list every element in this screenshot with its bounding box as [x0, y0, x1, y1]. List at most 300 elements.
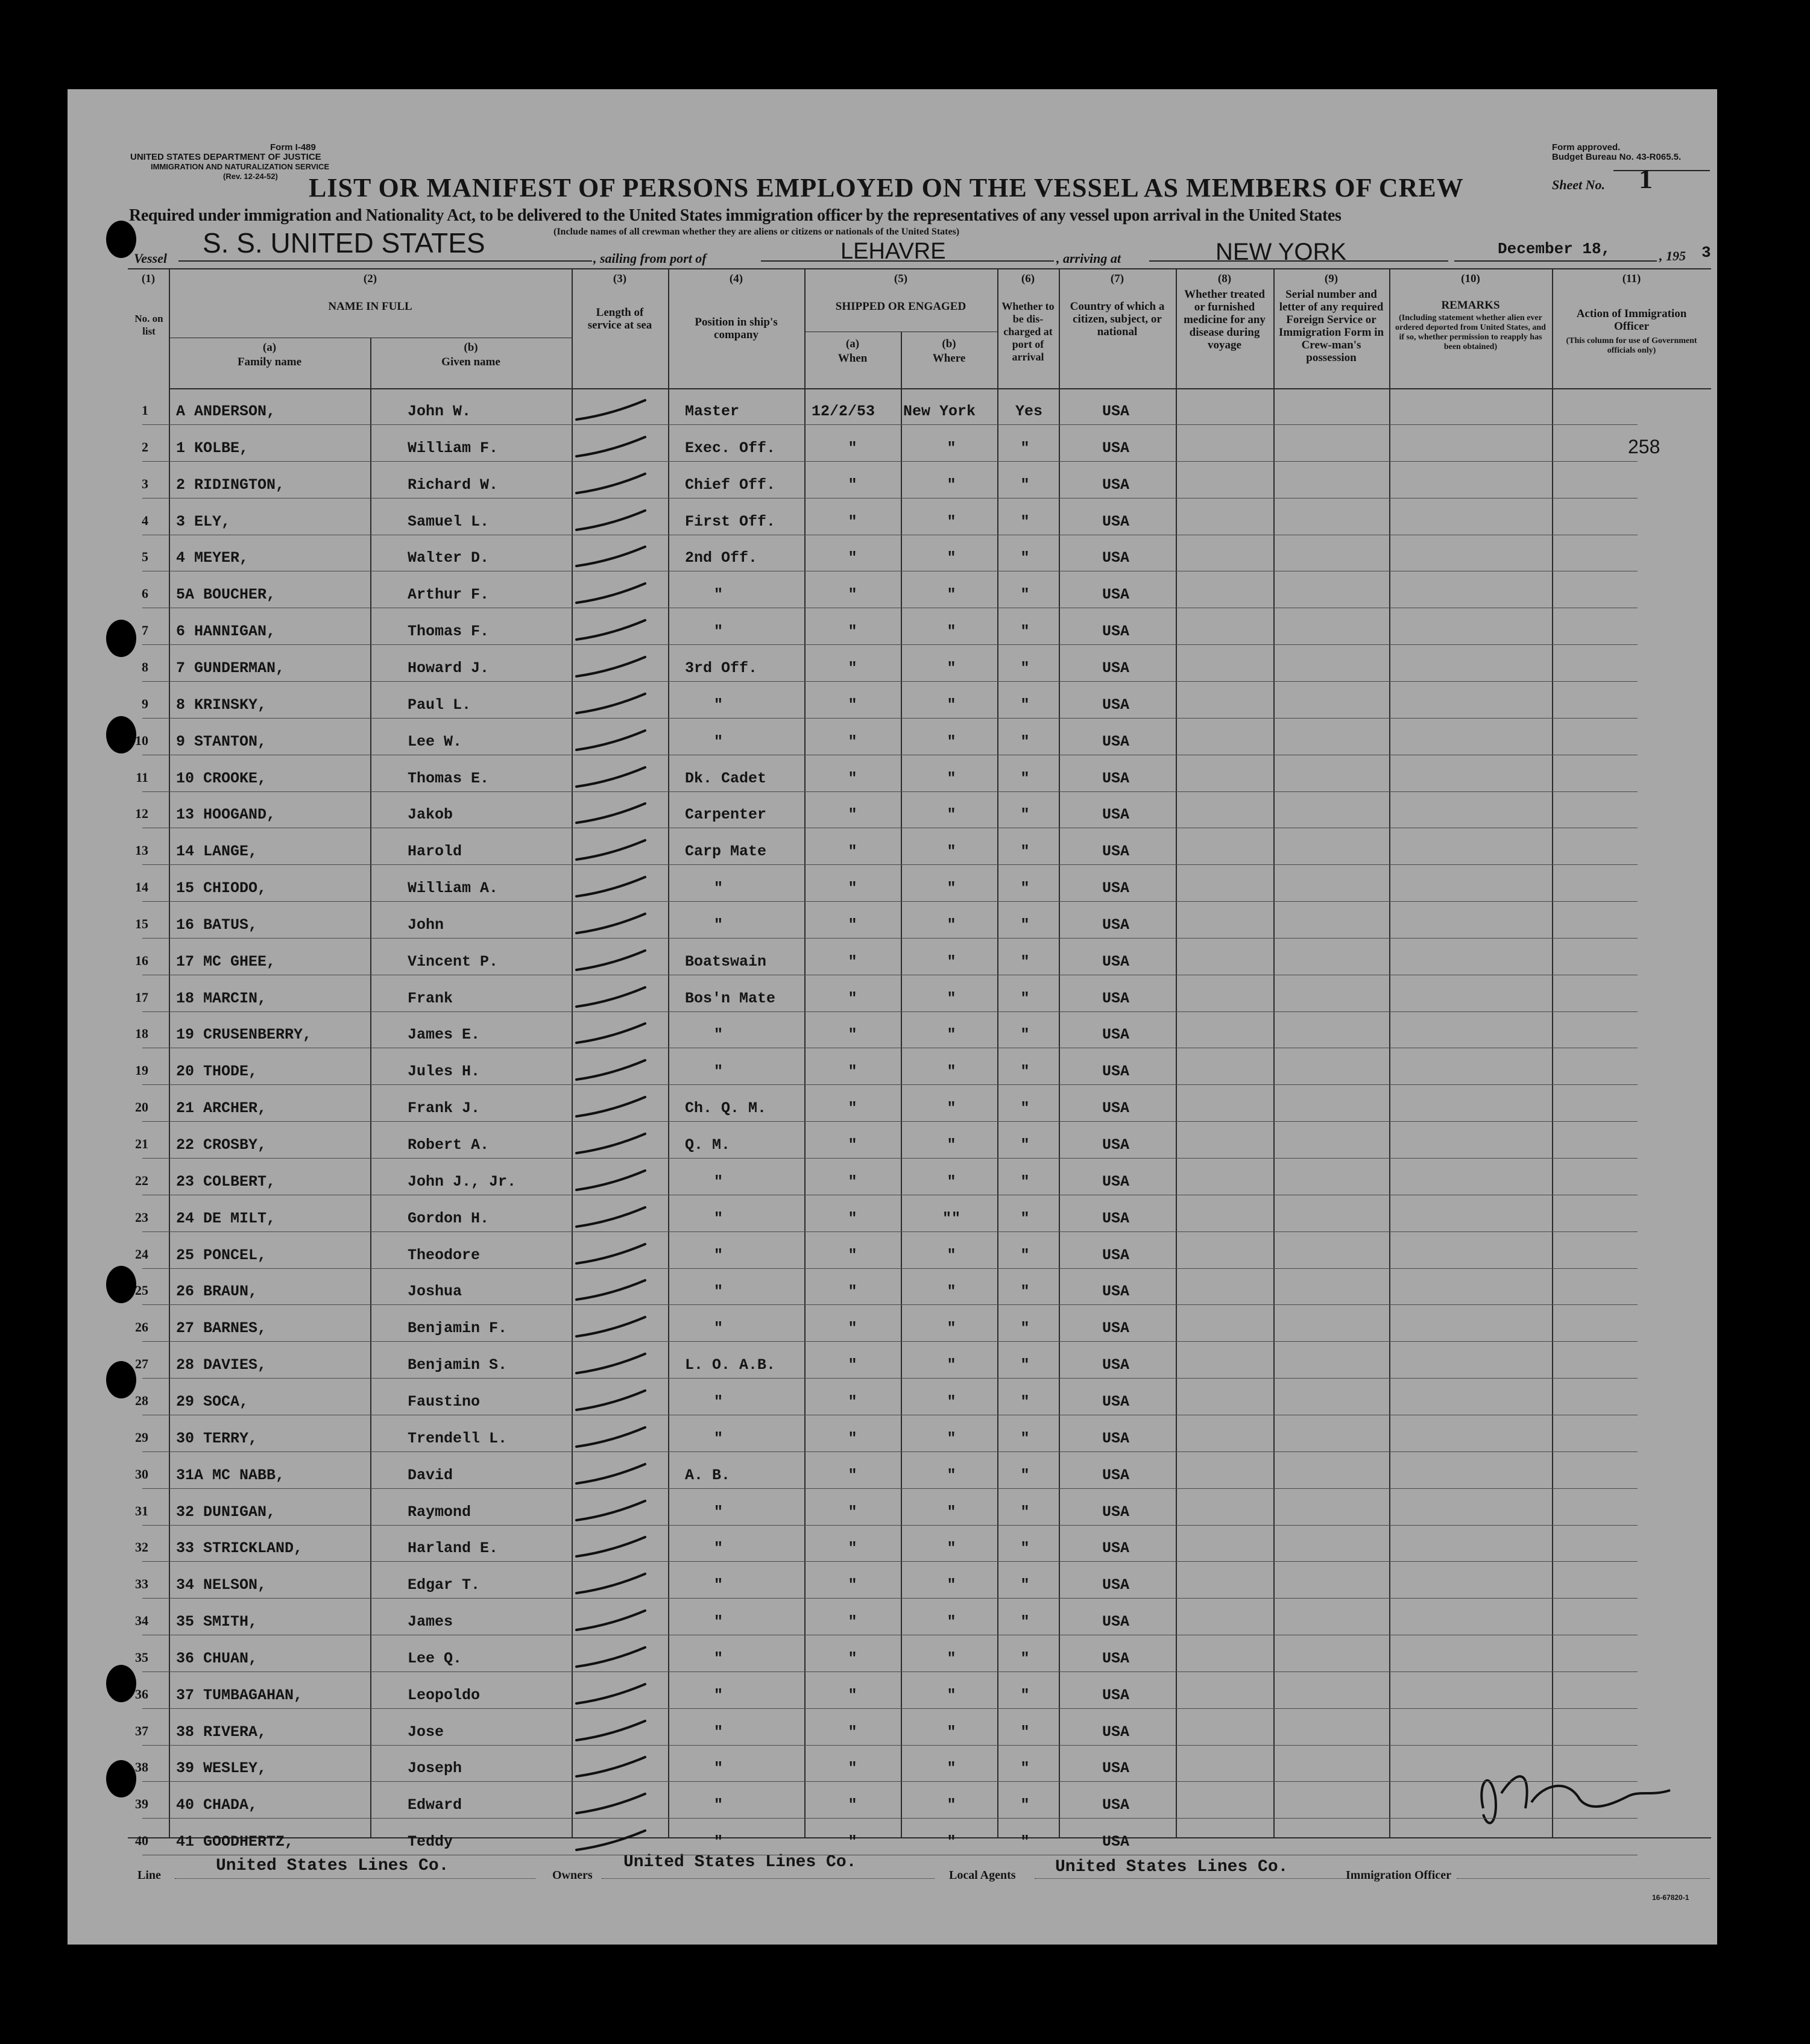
- col-name-in-full: NAME IN FULL: [328, 300, 412, 313]
- service-slash-mark: [576, 987, 645, 1007]
- family-name: 15 CHIODO,: [176, 879, 267, 897]
- row-number: 12: [135, 806, 148, 821]
- shipped-when: ": [848, 1723, 857, 1741]
- position: ": [714, 1723, 724, 1741]
- col-9-number: (9): [1324, 272, 1339, 285]
- row-number: 34: [135, 1613, 148, 1628]
- shipped-where: "": [942, 1210, 960, 1227]
- given-name: Edgar T.: [408, 1576, 481, 1594]
- discharged: ": [1020, 1063, 1030, 1080]
- family-name: 41 GOODHERTZ,: [176, 1833, 294, 1851]
- owners-label: Owners: [552, 1869, 593, 1882]
- shipped-when: ": [848, 990, 857, 1007]
- family-name: 29 SOCA,: [176, 1393, 249, 1410]
- country: USA: [1102, 1283, 1130, 1300]
- shipped-when: ": [848, 1430, 857, 1447]
- shipped-when: ": [848, 1687, 857, 1704]
- position: Q. M.: [685, 1136, 731, 1154]
- discharged: ": [1020, 1319, 1030, 1337]
- family-name: 22 CROSBY,: [176, 1136, 267, 1154]
- shipped-when: ": [848, 1063, 857, 1080]
- row-rule: [142, 1818, 1638, 1819]
- country: USA: [1102, 1210, 1130, 1227]
- shipped-where: ": [947, 1539, 956, 1557]
- position: ": [714, 1576, 724, 1594]
- country: USA: [1102, 1026, 1130, 1043]
- col-5a: (a): [845, 338, 860, 350]
- given-name: James E.: [408, 1026, 481, 1043]
- country: USA: [1102, 1723, 1130, 1741]
- col-5b: (b): [942, 338, 956, 350]
- shipped-when: ": [848, 1833, 857, 1851]
- shipped-where: ": [947, 659, 956, 677]
- row-rule: [142, 681, 1638, 682]
- sailing-label: , sailing from port of: [593, 251, 707, 266]
- given-name: William F.: [408, 439, 499, 457]
- position: ": [714, 1503, 724, 1521]
- shipped-where: ": [947, 1063, 956, 1080]
- discharged: ": [1020, 953, 1030, 970]
- position: Carp Mate: [685, 843, 767, 860]
- family-name: 4 MEYER,: [176, 549, 249, 567]
- position: ": [714, 1393, 724, 1410]
- service-slash-mark: [576, 877, 645, 896]
- country: USA: [1102, 770, 1130, 787]
- position: Dk. Cadet: [685, 770, 767, 787]
- row-rule: [142, 424, 1638, 425]
- position: ": [714, 1319, 724, 1337]
- shipped-where: ": [947, 1356, 956, 1374]
- col-10-number: (10): [1461, 272, 1480, 285]
- country: USA: [1102, 1613, 1130, 1630]
- shipped-when: ": [848, 696, 857, 714]
- position: ": [714, 586, 724, 603]
- shipped-where: ": [947, 1723, 956, 1741]
- country: USA: [1102, 1063, 1130, 1080]
- row-rule: [142, 718, 1638, 719]
- family-name: 34 NELSON,: [176, 1576, 267, 1594]
- service-slash-mark: [576, 1464, 645, 1483]
- given-name: Harold: [408, 843, 462, 860]
- row-number: 7: [142, 623, 148, 638]
- country: USA: [1102, 1319, 1130, 1337]
- row-number: 5: [142, 549, 148, 564]
- row-number: 19: [135, 1063, 148, 1078]
- col-serial-number: Serial number and letter of any required Foreign Service or Immigration Form in Crew-man's possession: [1278, 288, 1384, 364]
- shipped-when: ": [848, 916, 857, 934]
- arrival-date: December 18,: [1498, 240, 1611, 258]
- from-port: LEHAVRE: [840, 239, 946, 264]
- shipped-when: ": [848, 1759, 857, 1777]
- country: USA: [1102, 1796, 1130, 1814]
- shipped-where: ": [947, 1467, 956, 1484]
- row-number: 4: [142, 513, 148, 528]
- col-remarks-note: (Including statement whether alien ever ordered deported from United States, and if so, whether permission to reapply has been obtained): [1395, 313, 1546, 351]
- shipped-where: ": [947, 1136, 956, 1154]
- shipped-where: ": [947, 1099, 956, 1117]
- position: ": [714, 1247, 724, 1264]
- family-name: 38 RIVERA,: [176, 1723, 267, 1741]
- arriving-port: NEW YORK: [1216, 239, 1347, 265]
- col-shipped-or-engaged: SHIPPED OR ENGAGED: [835, 300, 966, 313]
- row-number: 33: [135, 1576, 148, 1591]
- budget-bureau: Budget Bureau No. 43-R065.5.: [1552, 152, 1682, 162]
- shipped-when: ": [848, 513, 857, 530]
- family-name: 31A MC NABB,: [176, 1467, 285, 1484]
- position: Carpenter: [685, 806, 767, 823]
- family-name: 9 STANTON,: [176, 733, 267, 750]
- service-slash-mark: [576, 620, 645, 640]
- given-name: Frank J.: [408, 1099, 481, 1117]
- shipped-where: ": [947, 1833, 956, 1851]
- shipped-where: ": [947, 623, 956, 640]
- position: ": [714, 1210, 724, 1227]
- row-number: 3: [142, 476, 148, 491]
- given-name: Vincent P.: [408, 953, 499, 970]
- country: USA: [1102, 1687, 1130, 1704]
- row-rule: [142, 1708, 1638, 1709]
- col-no-on-list: No. on list: [134, 313, 163, 337]
- shipped-when: ": [848, 1539, 857, 1557]
- service-slash-mark: [576, 657, 645, 676]
- country: USA: [1102, 439, 1130, 457]
- shipped-where: ": [947, 1393, 956, 1410]
- col-medicine: Whether treated or furnished medicine for any disease during voyage: [1184, 288, 1266, 351]
- discharged: ": [1020, 1026, 1030, 1043]
- shipped-where: ": [947, 696, 956, 714]
- position: A. B.: [685, 1467, 731, 1484]
- shipped-when: ": [848, 1210, 857, 1227]
- officer-label: Immigration Officer: [1346, 1869, 1451, 1882]
- row-number: 16: [135, 953, 148, 968]
- shipped-when: ": [848, 770, 857, 787]
- country: USA: [1102, 990, 1130, 1007]
- shipped-when: ": [848, 1467, 857, 1484]
- form-approved: Form approved.: [1552, 142, 1621, 153]
- shipped-where: ": [947, 953, 956, 970]
- country: USA: [1102, 1430, 1130, 1447]
- row-number: 9: [142, 696, 148, 711]
- position: 3rd Off.: [685, 659, 758, 677]
- country: USA: [1102, 1356, 1130, 1374]
- vessel-label: Vessel: [134, 251, 167, 266]
- discharged: ": [1020, 476, 1030, 494]
- form-number: Form I-489: [270, 142, 316, 153]
- service-slash-mark: [576, 1280, 645, 1300]
- country: USA: [1102, 513, 1130, 530]
- discharged: ": [1020, 1687, 1030, 1704]
- position: ": [714, 1613, 724, 1630]
- given-name: Raymond: [408, 1503, 471, 1521]
- position: ": [714, 733, 724, 750]
- family-name: A ANDERSON,: [176, 403, 276, 420]
- given-name: Lee Q.: [408, 1650, 462, 1667]
- shipped-when: ": [848, 476, 857, 494]
- shipped-when: ": [848, 1099, 857, 1117]
- position: Bos'n Mate: [685, 990, 776, 1007]
- country: USA: [1102, 1759, 1130, 1777]
- shipped-when: ": [848, 586, 857, 603]
- country: USA: [1102, 659, 1130, 677]
- country: USA: [1102, 696, 1130, 714]
- country: USA: [1102, 549, 1130, 567]
- year-digit: 3: [1701, 244, 1711, 262]
- family-name: 24 DE MILT,: [176, 1210, 276, 1227]
- position: ": [714, 1063, 724, 1080]
- family-name: 16 BATUS,: [176, 916, 258, 934]
- row-number: 2: [142, 439, 148, 454]
- service-slash-mark: [576, 474, 645, 493]
- row-rule: [142, 1781, 1638, 1782]
- shipped-when: ": [848, 843, 857, 860]
- discharged: ": [1020, 586, 1030, 603]
- discharged: ": [1020, 806, 1030, 823]
- include-note: (Include names of all crewman whether they are aliens or citizens or nationals of the United States): [553, 227, 960, 237]
- country: USA: [1102, 586, 1130, 603]
- row-rule: [142, 1745, 1638, 1746]
- service-slash-mark: [576, 1684, 645, 1703]
- service-slash-mark: [576, 840, 645, 860]
- row-rule: [142, 1451, 1638, 1452]
- shipped-when: ": [848, 659, 857, 677]
- shipped-when: ": [848, 1247, 857, 1264]
- position: ": [714, 1833, 724, 1851]
- country: USA: [1102, 1173, 1130, 1190]
- row-number: 30: [135, 1467, 148, 1482]
- given-name: Harland E.: [408, 1539, 499, 1557]
- position: ": [714, 1026, 724, 1043]
- country: USA: [1102, 623, 1130, 640]
- service-slash-mark: [576, 1427, 645, 1447]
- shipped-when: ": [848, 1026, 857, 1043]
- country: USA: [1102, 733, 1130, 750]
- row-number: 21: [135, 1136, 148, 1151]
- service-slash-mark: [576, 1171, 645, 1190]
- col-immigration-officer: Action of Immigration Officer: [1576, 307, 1687, 333]
- row-number: 36: [135, 1687, 148, 1702]
- col-length-of-service: Length of service at sea: [587, 306, 652, 332]
- position: ": [714, 1650, 724, 1667]
- service-slash-mark: [576, 583, 645, 603]
- shipped-when: ": [848, 623, 857, 640]
- discharged: ": [1020, 1613, 1030, 1630]
- given-name: Jakob: [408, 806, 453, 823]
- position: First Off.: [685, 513, 776, 530]
- given-name: Paul L.: [408, 696, 471, 714]
- family-name: 18 MARCIN,: [176, 990, 267, 1007]
- sheet-number: 1: [1639, 163, 1653, 194]
- shipped-when: ": [848, 1503, 857, 1521]
- given-name: Edward: [408, 1796, 462, 1814]
- family-name: 14 LANGE,: [176, 843, 258, 860]
- col-position: Position in ship's company: [695, 316, 778, 341]
- officer-action: 258: [1628, 436, 1660, 458]
- row-rule: [142, 1011, 1638, 1012]
- col-family-name: Family name: [237, 356, 302, 368]
- family-name: 20 THODE,: [176, 1063, 258, 1080]
- discharged: ": [1020, 990, 1030, 1007]
- row-number: 18: [135, 1026, 148, 1041]
- country: USA: [1102, 1393, 1130, 1410]
- given-name: Leopoldo: [408, 1687, 481, 1704]
- given-name: James: [408, 1613, 453, 1630]
- owners-value: United States Lines Co.: [623, 1853, 857, 1872]
- row-number: 17: [135, 990, 148, 1005]
- row-number: 11: [136, 770, 148, 785]
- given-name: John J., Jr.: [408, 1173, 517, 1190]
- service-slash-mark: [576, 1317, 645, 1336]
- discharged: ": [1020, 1283, 1030, 1300]
- country: USA: [1102, 1650, 1130, 1667]
- shipped-when: ": [848, 879, 857, 897]
- service-slash-mark: [576, 1060, 645, 1080]
- shipped-where: ": [947, 1247, 956, 1264]
- given-name: William A.: [408, 879, 499, 897]
- given-name: David: [408, 1467, 453, 1484]
- discharged: ": [1020, 843, 1030, 860]
- family-name: 1 KOLBE,: [176, 439, 249, 457]
- row-number: 32: [135, 1539, 148, 1555]
- row-rule: [142, 791, 1638, 792]
- family-name: 30 TERRY,: [176, 1430, 258, 1447]
- family-name: 2 RIDINGTON,: [176, 476, 285, 494]
- arriving-label: , arriving at: [1056, 251, 1121, 266]
- position: ": [714, 1796, 724, 1814]
- service-slash-mark: [576, 803, 645, 823]
- manifest-title: LIST OR MANIFEST OF PERSONS EMPLOYED ON THE VESSEL AS MEMBERS OF CREW: [309, 173, 1464, 203]
- col-2b: (b): [464, 341, 478, 354]
- position: Exec. Off.: [685, 439, 776, 457]
- col-discharged: Whether to be dis-charged at port of arrival: [1001, 300, 1055, 363]
- form-dept: UNITED STATES DEPARTMENT OF JUSTICE: [130, 152, 321, 162]
- line-value: United States Lines Co.: [216, 1857, 449, 1875]
- service-slash-mark: [576, 1024, 645, 1043]
- discharged: Yes: [1015, 403, 1043, 420]
- row-number: 1: [142, 403, 148, 418]
- row-rule: [142, 461, 1638, 462]
- shipped-where: ": [947, 1687, 956, 1704]
- row-number: 22: [135, 1173, 148, 1188]
- service-slash-mark: [576, 694, 645, 713]
- position: ": [714, 916, 724, 934]
- col-when: When: [837, 352, 868, 365]
- given-name: John: [408, 916, 444, 934]
- shipped-where: ": [947, 586, 956, 603]
- shipped-where: ": [947, 1796, 956, 1814]
- family-name: 5A BOUCHER,: [176, 586, 276, 603]
- service-slash-mark: [576, 437, 645, 456]
- position: ": [714, 1173, 724, 1190]
- discharged: ": [1020, 1247, 1030, 1264]
- service-slash-mark: [576, 1207, 645, 1227]
- discharged: ": [1020, 1430, 1030, 1447]
- shipped-where: ": [947, 770, 956, 787]
- shipped-when: ": [848, 1136, 857, 1154]
- row-number: 27: [135, 1356, 148, 1371]
- position: Chief Off.: [685, 476, 776, 494]
- service-slash-mark: [576, 547, 645, 566]
- row-rule: [142, 1231, 1638, 1232]
- shipped-when: ": [848, 1576, 857, 1594]
- row-rule: [142, 1671, 1638, 1672]
- service-slash-mark: [576, 1501, 645, 1520]
- position: Ch. Q. M.: [685, 1099, 767, 1117]
- shipped-where: ": [947, 1650, 956, 1667]
- country: USA: [1102, 1576, 1130, 1594]
- row-number: 40: [135, 1833, 148, 1848]
- service-slash-mark: [576, 400, 645, 420]
- service-slash-mark: [576, 1757, 645, 1776]
- row-number: 26: [135, 1319, 148, 1335]
- given-name: Jules H.: [408, 1063, 481, 1080]
- given-name: Howard J.: [408, 659, 490, 677]
- service-slash-mark: [576, 1721, 645, 1740]
- family-name: 36 CHUAN,: [176, 1650, 258, 1667]
- row-number: 24: [135, 1247, 148, 1262]
- given-name: Faustino: [408, 1393, 481, 1410]
- discharged: ": [1020, 770, 1030, 787]
- country: USA: [1102, 806, 1130, 823]
- shipped-when: ": [848, 1319, 857, 1337]
- col-officer-note: (This column for use of Government officials only): [1566, 336, 1697, 355]
- row-rule: [142, 1268, 1638, 1269]
- service-slash-mark: [576, 767, 645, 787]
- given-name: Walter D.: [408, 549, 490, 567]
- discharged: ": [1020, 1136, 1030, 1154]
- position: ": [714, 1759, 724, 1777]
- service-slash-mark: [576, 1647, 645, 1667]
- form-rev: (Rev. 12-24-52): [223, 172, 278, 181]
- service-slash-mark: [576, 1537, 645, 1556]
- shipped-where: ": [947, 843, 956, 860]
- service-slash-mark: [576, 1831, 645, 1850]
- row-number: 8: [142, 659, 148, 675]
- country: USA: [1102, 916, 1130, 934]
- family-name: 6 HANNIGAN,: [176, 623, 276, 640]
- given-name: Joseph: [408, 1759, 462, 1777]
- shipped-where: ": [947, 990, 956, 1007]
- family-name: 37 TUMBAGAHAN,: [176, 1687, 303, 1704]
- line-label: Line: [137, 1869, 161, 1882]
- given-name: Lee W.: [408, 733, 462, 750]
- shipped-when: ": [848, 1393, 857, 1410]
- row-number: 15: [135, 916, 148, 931]
- row-rule: [142, 1378, 1638, 1379]
- given-name: Thomas E.: [408, 770, 490, 787]
- col-4-number: (4): [729, 272, 743, 285]
- given-name: Teddy: [408, 1833, 453, 1851]
- shipped-where: ": [947, 1026, 956, 1043]
- col-11-number: (11): [1622, 272, 1641, 285]
- vessel-name: S. S. UNITED STATES: [203, 227, 485, 259]
- row-rule: [142, 864, 1638, 865]
- row-rule: [142, 1561, 1638, 1562]
- row-rule: [142, 1304, 1638, 1305]
- col-8-number: (8): [1217, 272, 1232, 285]
- family-name: 23 COLBERT,: [176, 1173, 276, 1190]
- shipped-where: ": [947, 879, 956, 897]
- row-rule: [142, 1488, 1638, 1489]
- row-rule: [142, 938, 1638, 939]
- shipped-when: ": [848, 806, 857, 823]
- shipped-when: ": [848, 1650, 857, 1667]
- given-name: Jose: [408, 1723, 444, 1741]
- family-name: 39 WESLEY,: [176, 1759, 267, 1777]
- given-name: Gordon H.: [408, 1210, 490, 1227]
- shipped-where: ": [947, 1283, 956, 1300]
- family-name: 35 SMITH,: [176, 1613, 258, 1630]
- row-rule: [142, 1525, 1638, 1526]
